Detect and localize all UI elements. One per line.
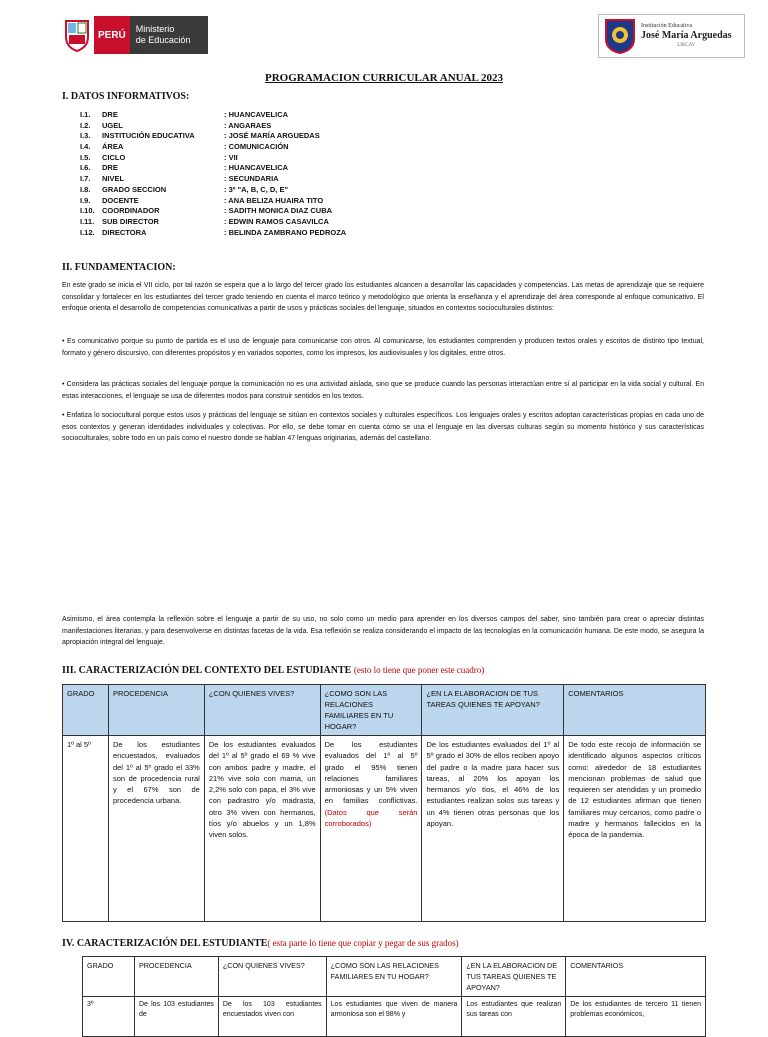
cell-procedencia: De los estudiantes encuestados, evaluados del 1º al 5º grado el 33% son de procedencia rural y el 67% son de procedencia urbana. <box>108 736 204 922</box>
header-grado: GRADO <box>83 957 135 997</box>
cell-comentarios: De todo este recojo de información se identificado algunos aspectos críticos como: alrededor de 18 estudiantes mencionan problemas de salud que requieren ser atendidas y un promedio de 12 estudiantes afirman que tienen familiares muy cercanos, como padre o madre y hermanos fallecidos en la época de la pandemia. <box>564 736 706 922</box>
info-label: DRE <box>102 110 118 119</box>
header-relaciones: ¿COMO SON LAS RELACIONES FAMILIARES EN TU HOGAR? <box>320 685 422 736</box>
info-value: : BELINDA ZAMBRANO PEDROZA <box>224 227 347 237</box>
ministry-line-2: de Educación <box>135 35 191 45</box>
section-1-heading: I. DATOS INFORMATIVOS: <box>62 91 190 102</box>
section-3-note: (esto lo tiene que poner este cuadro) <box>353 665 485 675</box>
table-row <box>83 997 706 1037</box>
ministry-logo <box>62 14 212 56</box>
cell-tareas: Los estudiantes que realizan sus tareas con <box>462 997 566 1037</box>
info-label: SUB DIRECTOR <box>102 216 159 226</box>
school-small-label: Institución Educativa <box>641 23 693 29</box>
info-row <box>80 131 524 142</box>
section-2-heading: II. FUNDAMENTACION: <box>62 262 176 273</box>
header-procedencia: PROCEDENCIA <box>108 685 204 736</box>
info-num: I.11. <box>80 216 95 226</box>
section-4-note: ( esta parte lo tiene que copiar y pegar de sus grados) <box>267 938 459 948</box>
info-num: I.12. <box>80 227 95 237</box>
document-title: PROGRAMACION CURRICULAR ANUAL 2023 <box>264 72 504 84</box>
header-tareas: ¿EN LA ELABORACION DE TUS TAREAS QUIENES TE APOYAN? <box>422 685 564 736</box>
info-label: DIRECTORA <box>102 227 147 237</box>
info-row <box>80 174 524 185</box>
context-table-header-row <box>63 685 706 736</box>
info-num: I.5. <box>80 152 91 162</box>
school-badge-icon <box>603 17 637 55</box>
info-label: GRADO SECCION <box>102 184 167 194</box>
header-procedencia: PROCEDENCIA <box>134 957 218 997</box>
section-3-title: III. CARACTERIZACIÓN DEL CONTEXTO DEL ESTUDIANTE <box>62 665 354 676</box>
ministry-label <box>130 16 208 54</box>
info-label: DRE <box>102 163 118 173</box>
cell-relaciones: Los estudiantes que viven de manera armoniosa son el 98% y <box>326 997 462 1037</box>
info-num: I.1. <box>80 110 91 119</box>
info-row <box>80 228 524 239</box>
cell-vives: De los 103 estudiantes encuestados viven con <box>218 997 326 1037</box>
ministry-line-1: Ministerio <box>135 24 175 34</box>
section-4-title: IV. CARACTERIZACIÓN DEL ESTUDIANTE <box>62 938 268 949</box>
info-num: I.4. <box>80 142 91 152</box>
cell-procedencia: De los 103 estudiantes de <box>134 997 218 1037</box>
info-label: DOCENTE <box>102 195 139 205</box>
info-label: NIVEL <box>102 174 125 184</box>
peru-label: PERÚ <box>94 16 130 54</box>
info-num: I.9. <box>80 195 91 205</box>
info-list <box>80 110 524 238</box>
info-num: I.2. <box>80 120 91 130</box>
info-row <box>80 121 524 132</box>
school-place: LIRCAY <box>677 43 696 48</box>
paragraph-4: • Enfatiza lo sociocultural porque estos usos y prácticas del lenguaje se sitúan en contextos sociales y culturales específicos. Los lenguajes orales y escritos adoptan características propias en cada uno de esos contextos y generan identidades individuales y colectivas. Por ello, se debe tomar en cuenta cómo se usa el lenguaje en las diversas culturas según su momento histórico y sus características socioculturales, sobre todo en un país como el nuestro donde se hablan 47 lenguas originarias, además del castellano. <box>62 412 704 443</box>
cell-grado: 3º <box>83 997 135 1037</box>
header-comentarios: COMENTARIOS <box>566 957 706 997</box>
context-table <box>62 684 706 922</box>
info-row <box>80 142 524 153</box>
info-row <box>80 185 524 196</box>
header-grado: GRADO <box>63 685 109 736</box>
header-relaciones: ¿COMO SON LAS RELACIONES FAMILIARES EN TU HOGAR? <box>326 957 462 997</box>
info-label: ÁREA <box>102 142 124 152</box>
info-value: : SECUNDARIA <box>224 174 279 184</box>
paragraph-5: Asimismo, el área contempla la reflexión sobre el lenguaje a partir de su uso, no solo como un medio para aprender en los diversos campos del saber, sino también para crear o apreciar distintas manifestaciones literarias, y para desenvolverse en distintas facetas de la vida. Esa reflexión se realiza considerando el impacto de las tecnologías en la comunicación humana. De este modo, se asegura la apropiación integral del lenguaje. <box>62 616 704 647</box>
cell-grado: 1º al 5º <box>63 736 109 922</box>
info-row <box>80 217 524 228</box>
cell-relaciones-note: (Datos que serán corroborados) <box>324 807 418 829</box>
student-table-header-row <box>83 957 706 997</box>
info-row <box>80 153 524 164</box>
header-vives: ¿CON QUIENES VIVES? <box>204 685 320 736</box>
info-value: : COMUNICACIÓN <box>224 142 289 152</box>
school-logo <box>598 14 745 58</box>
info-label: CICLO <box>102 152 126 162</box>
info-value: : ANA BELIZA HUAIRA TITO <box>224 195 324 205</box>
info-num: I.6. <box>80 163 91 173</box>
info-row <box>80 196 524 207</box>
peru-coat-of-arms-icon <box>62 17 92 53</box>
cell-vives: De los estudiantes evaluados del 1º al 5º grado el 69 % vive con ambos padre y madre, el 21% vive solo con mama, un 2,2% solo con papa, el 3% vive con padrastro y/o madrasta, otro 3% viven con hermanos, tíos y/o abuelos y un 1,8% viven solos. <box>204 736 320 922</box>
cell-relaciones-text: De los estudiantes evaluados del 1º al 5º grado el 95% tienen relaciones familiares armoniosas y un 5% viven en familias conflictivas. <box>324 740 418 806</box>
info-value: : HUANCAVELICA <box>224 163 289 173</box>
header-comentarios: COMENTARIOS <box>564 685 706 736</box>
paragraph-3: • Considera las prácticas sociales del lenguaje porque la comunicación no es una actividad aislada, sino que se produce cuando las personas interactúan entre sí al participar en la vida social y cultural. En estas interacciones, el lenguaje se usa de diferentes modos para construir sentidos en los textos. <box>62 381 704 400</box>
info-num: I.8. <box>80 184 91 194</box>
cell-tareas: De los estudiantes evaluados del 1º al 5º grado el 30% de ellos reciben apoyo del padre o la madre para hacer sus tareas, al 20% los apoyan los hermanos y/o tíos, el 46% de los estudiantes realizan solos sus tareas y un 4% tienen otras personas que los apoyan. <box>422 736 564 922</box>
info-value: : 3º "A, B, C, D, E" <box>224 184 289 194</box>
info-value: : JOSÉ MARÍA ARGUEDAS <box>224 131 320 141</box>
info-label: INSTITUCIÓN EDUCATIVA <box>102 131 195 141</box>
info-label: COORDINADOR <box>102 206 160 216</box>
info-num: I.10. <box>80 206 95 216</box>
info-num: I.7. <box>80 174 91 184</box>
info-num: I.3. <box>80 131 91 141</box>
info-value: : VII <box>224 152 238 162</box>
info-value: : SADITH MONICA DIAZ CUBA <box>224 206 333 216</box>
cell-comentarios: De los estudiantes de tercero 11 tienen problemas económicos, <box>566 997 706 1037</box>
cell-relaciones <box>320 736 422 922</box>
info-row <box>80 110 524 121</box>
info-row <box>80 163 524 174</box>
paragraph-2: • Es comunicativo porque su punto de partida es el uso de lenguaje para comunicarse con otros. Al comunicarse, los estudiantes comprenden y producen textos orales y escritos de distinto tipo textual, formato y género discursivo, con diferentes propósitos y en variados soportes, como los impresos, los audiovisuales y los digitales, entre otros. <box>62 338 704 357</box>
info-value: : EDWIN RAMOS CASAVILCA <box>224 216 329 226</box>
section-4-heading <box>62 938 459 949</box>
table-row <box>63 736 706 922</box>
section-3-heading <box>62 665 484 676</box>
info-value: : HUANCAVELICA <box>224 110 289 119</box>
info-label: UGEL <box>102 120 123 130</box>
school-name: José María Arguedas <box>641 30 732 41</box>
header-vives: ¿CON QUIENES VIVES? <box>218 957 326 997</box>
header-tareas: ¿EN LA ELABORACION DE TUS TAREAS QUIENES TE APOYAN? <box>462 957 566 997</box>
info-row <box>80 206 524 217</box>
student-table <box>82 956 706 1037</box>
info-value: : ANGARAES <box>224 120 272 130</box>
paragraph-1: En este grado se inicia el VII ciclo, por tal razón se espera que a lo largo del tercer grado los estudiantes alcancen a desarrollar las capacidades y competencias. Las metas de aprendizaje que se requiere consolidar y fortalecer en los estudiantes del tercer grado teniendo en cuenta el marco teórico y metodológico que orienta la enseñanza y el aprendizaje del área corresponde al enfoque comunicativo. El enfoque orienta el desarrollo de competencias comunicativas a partir de usos y prácticas sociales del lenguaje, situados en contextos socioculturales distintos: <box>62 282 704 313</box>
